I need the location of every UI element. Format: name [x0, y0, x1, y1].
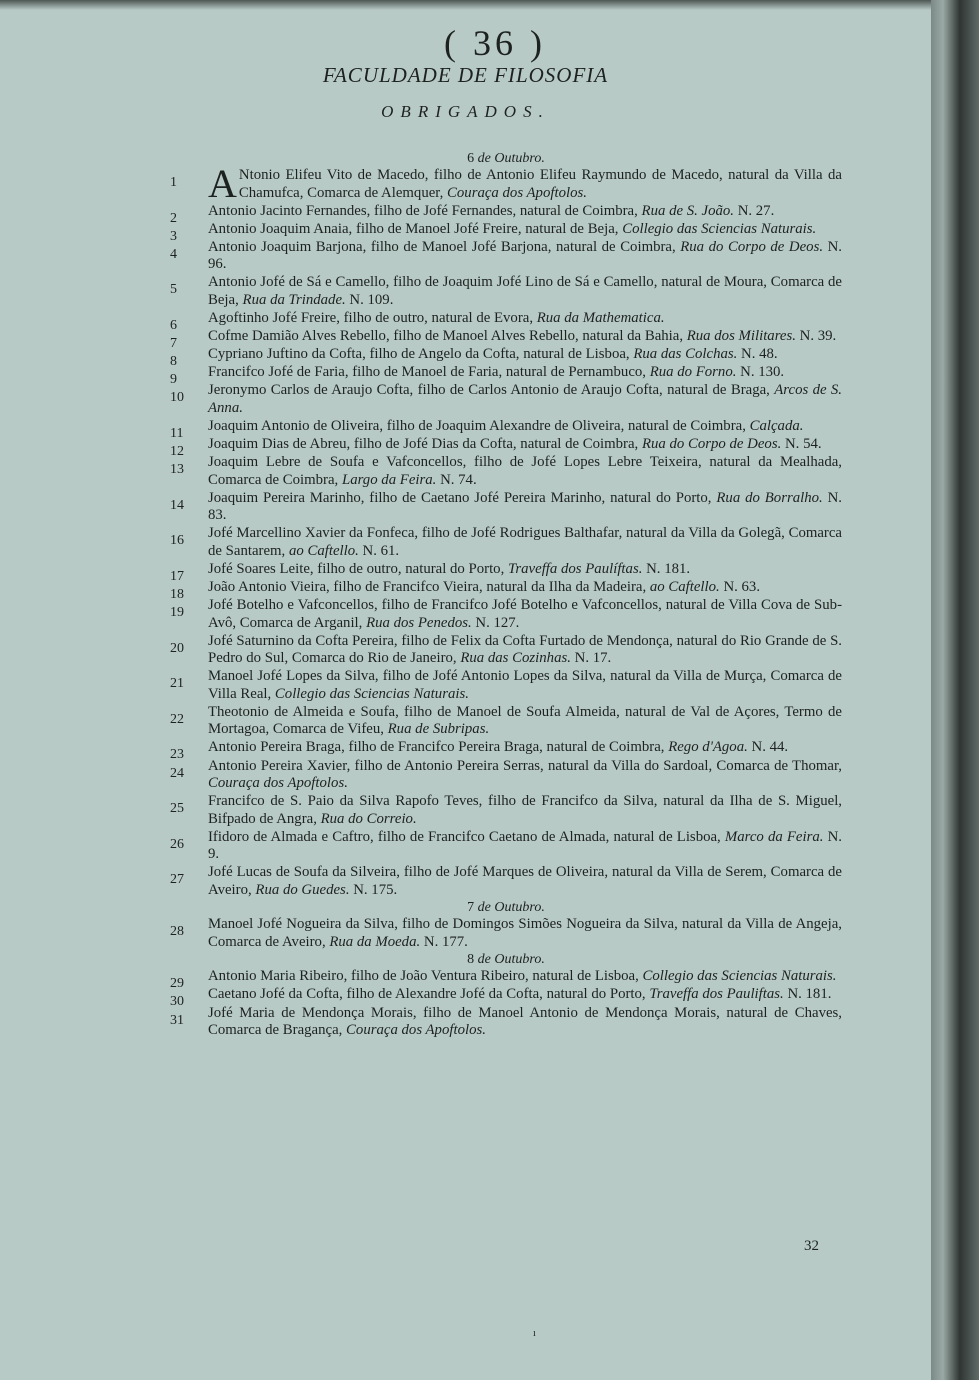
entry-house-number: N. 44.	[751, 739, 789, 756]
entry-address: Arcos de S. Anna.	[208, 382, 842, 416]
entry-address: Couraça dos Apoftolos.	[447, 184, 587, 201]
entry-address: Rua do Correio.	[320, 810, 417, 827]
entry-address: Traveffa dos Paulíftas.	[507, 560, 643, 577]
entry-text: Joaquim Antonio de Oliveira, filho de Joaquim Alexandre de Oliveira, natural de Coimbra,	[208, 417, 746, 434]
entry-house-number: N. 39.	[799, 328, 837, 345]
entry-address: Rua das Colchas.	[633, 346, 738, 363]
list-item	[170, 161, 842, 206]
entry-house-number: N. 127.	[475, 614, 520, 631]
entry-house-number: N. 48.	[741, 346, 778, 363]
book-spine	[931, 0, 979, 1380]
entry-text: Jofé Maria de Mendonça Morais, filho de Manoel Antonio de Mendonça Morais, natural de Chaves, Comarca de Bragança,	[208, 1004, 842, 1039]
signature-mark: ı	[533, 1328, 536, 1339]
entry-number: 26	[170, 836, 184, 852]
list-item	[170, 986, 842, 1010]
list-item	[170, 309, 842, 333]
catchword: 32	[804, 1238, 819, 1254]
entry-text: Manoel Jofé Nogueira da Silva, filho de Domingos Simões Nogueira da Silva, natural da Villa de Angeja, Comarca de Aveiro,	[208, 916, 842, 950]
entry-house-number: N. 17.	[574, 650, 612, 667]
entry-text: Antonio Joaquim Barjona, filho de Manoel Jofé Barjona, natural de Coimbra,	[208, 238, 676, 255]
entry-number: 24	[170, 765, 184, 781]
list-item	[170, 239, 842, 274]
entry-text: Jofé Lucas de Soufa da Silveira, filho de Jofé Marques de Oliveira, natural da Villa de Serem, Comarca de Aveiro,	[208, 864, 842, 898]
entry-house-number: N. 54.	[784, 436, 822, 453]
entry-address: Collegio das Sciencias Naturais.	[622, 220, 817, 237]
entry-text: Jofé Saturnino da Cofta Pereira, filho de Felix da Cofta Furtado de Mendonça, natural do Rio Grande de S. Pedro do Sul, Comarca do Rio de Janeiro,	[208, 632, 842, 667]
entry-address: Rego d'Agoa.	[668, 739, 748, 756]
entry-house-number: N. 61.	[362, 542, 400, 559]
entry-house-number: N. 181.	[646, 560, 691, 577]
entry-text: Cypriano Juftino da Cofta, filho de Angelo da Cofta, natural de Lisboa,	[208, 346, 630, 363]
date-day: 7	[467, 900, 475, 916]
entry-address: Collegio das Sciencias Naturais.	[274, 685, 469, 702]
entry-address: Couraça dos Apoftolos.	[346, 1022, 486, 1039]
faculty-heading: FACULDADE DE FILOSOFIA	[322, 63, 609, 87]
entry-text: Jofé Botelho e Vafconcellos, filho de Francifco Jofé Botelho e Vafconcellos, natural de Villa Cova de Sub-Avô, Comarca de Arganil,	[208, 597, 842, 631]
entry-address: Rua da Trindade.	[242, 291, 346, 308]
entry-text: Jeronymo Carlos de Araujo Cofta, filho de Carlos Antonio de Araujo Cofta, natural de Braga,	[208, 382, 770, 399]
entry-text: Antonio Joaquim Anaia, filho de Manoel Jofé Freire, natural de Beja,	[208, 220, 619, 237]
entry-text: Joaquim Lebre de Soufa e Vafconcellos, filho de Jofé Lopes Lebre Teixeira, natural da Mealhada, Comarca de Coimbra,	[208, 454, 842, 488]
entry-text: Francifco de S. Paio da Silva Rapofo Teves, filho de Francifco da Silva, natural da Ilha de S. Miguel, Bifpado de Angra,	[208, 793, 842, 827]
entry-text: Ntonio Elifeu Vito de Macedo, filho de Antonio Elifeu Raymundo de Macedo, natural da Villa da Chamufca, Comarca de Alemquer,	[238, 167, 842, 201]
entry-number: 8	[170, 354, 177, 370]
entry-number: 16	[170, 533, 184, 549]
entry-text: Joaquim Pereira Marinho, filho de Caetano Jofé Pereira Marinho, natural do Porto,	[208, 489, 712, 506]
drop-capital: A	[208, 161, 237, 206]
entry-address: Rua do Corpo de Deos.	[680, 238, 824, 255]
entry-address: ao Caftello.	[649, 579, 720, 595]
list-item	[170, 668, 842, 703]
entry-house-number: N. 63.	[723, 579, 761, 595]
entry-number: 14	[170, 497, 184, 513]
entry-number: 4	[170, 246, 177, 262]
entry-address: Rua do Guedes.	[255, 881, 350, 898]
entry-text: Francifco Jofé de Faria, filho de Manoel de Faria, natural de Pernambuco,	[208, 364, 646, 381]
date-day: 6	[467, 151, 475, 166]
entry-text: Antonio Pereira Xavier, filho de Antonio Pereira Serras, natural da Villa do Sardoal, Comarca de Thomar,	[208, 757, 842, 774]
entry-address: Rua da Moeda.	[329, 933, 421, 950]
student-list	[170, 150, 842, 1040]
list-item	[170, 417, 842, 441]
page-top-edge	[0, 0, 931, 10]
list-item	[170, 274, 842, 309]
entry-number: 23	[170, 747, 184, 763]
entry-house-number: N. 9.	[208, 828, 842, 863]
entry-address: Rua do Corpo de Deos.	[641, 436, 782, 453]
list-item	[170, 328, 842, 352]
list-item	[170, 597, 842, 632]
date-heading	[170, 899, 842, 916]
entry-address: Collegio das Sciencias Naturais.	[642, 968, 837, 985]
entry-house-number: N. 177.	[423, 933, 468, 950]
entry-address: Largo da Feira.	[341, 471, 437, 488]
entry-address: Marco da Feira.	[724, 828, 824, 845]
list-item	[170, 560, 842, 584]
entry-number: 2	[170, 210, 177, 226]
entry-address: Rua da Mathematica.	[536, 309, 665, 326]
list-item	[170, 739, 842, 763]
entry-number: 19	[170, 605, 184, 621]
entry-address: Rua de S. João.	[641, 202, 734, 219]
entry-number: 31	[170, 1012, 184, 1028]
entry-number: 28	[170, 924, 184, 940]
entry-address: Rua de Subripas.	[387, 721, 490, 738]
entry-text: Agoftinho Jofé Freire, filho de outro, natural de Evora,	[208, 309, 534, 326]
date-month: de Outubro.	[477, 151, 545, 166]
date-month: de Outubro.	[477, 900, 545, 916]
list-item	[170, 1005, 842, 1040]
entry-text: Jofé Marcellino Xavier da Fonfeca, filho de Jofé Rodrigues Balthafar, natural da Villa da Golegã, Comarca de Santarem,	[208, 525, 842, 559]
entry-house-number: N. 109.	[349, 291, 394, 308]
entry-house-number: N. 181.	[787, 986, 832, 1003]
entry-house-number: N. 74.	[440, 471, 477, 488]
entry-text: Theotonio de Almeida e Soufa, filho de Manoel de Soufa Almeida, natural de Val de Açores, Termo de Mortagoa, Comarca de Vifeu,	[208, 703, 842, 738]
entry-number: 29	[170, 976, 184, 992]
entry-text: Manoel Jofé Lopes da Silva, filho de Jofé Antonio Lopes da Silva, natural da Villa de Murça, Comarca de Villa Real,	[208, 668, 842, 702]
entry-house-number: N. 130.	[740, 364, 785, 381]
date-heading	[170, 951, 842, 968]
entry-number: 13	[170, 462, 184, 478]
list-item	[170, 202, 842, 226]
entry-text: Antonio Pereira Braga, filho de Francifco Pereira Braga, natural de Coimbra,	[208, 739, 665, 756]
entry-number: 27	[170, 872, 184, 888]
entry-number: 7	[170, 336, 177, 352]
list-item	[170, 968, 842, 992]
entry-address: Traveffa dos Pauliftas.	[649, 986, 784, 1003]
list-item	[170, 758, 842, 793]
entry-address: Rua dos Penedos.	[366, 614, 472, 631]
entry-address: Couraça dos Apoftolos.	[208, 775, 348, 792]
entry-number: 11	[170, 425, 184, 441]
entry-text: João Antonio Vieira, filho de Francifco Vieira, natural da Ilha da Madeira,	[208, 579, 647, 595]
entry-house-number: N. 175.	[353, 881, 398, 898]
entry-text: Joaquim Dias de Abreu, filho de Jofé Dias da Cofta, natural de Coimbra,	[208, 436, 639, 453]
entry-number: 6	[170, 317, 177, 333]
entry-number: 17	[170, 568, 184, 584]
entry-number: 22	[170, 711, 184, 727]
entry-text: Jofé Soares Leite, filho de outro, natural do Porto,	[208, 560, 505, 577]
entry-address: Rua do Forno.	[649, 364, 737, 381]
list-item	[170, 220, 842, 244]
entry-number: 12	[170, 444, 184, 460]
entry-address: ao Caftello.	[288, 542, 359, 559]
list-item	[170, 525, 842, 560]
entry-address: Rua do Borralho.	[716, 489, 823, 506]
entry-address: Calçada.	[749, 417, 804, 434]
list-item	[170, 864, 842, 899]
entry-number: 10	[170, 390, 184, 406]
entry-text: Antonio Maria Ribeiro, filho de João Ventura Ribeiro, natural de Lisboa,	[208, 968, 639, 985]
list-item	[170, 916, 842, 951]
page-number: ( 36 )	[444, 23, 546, 63]
entry-text: Caetano Jofé da Cofta, filho de Alexandre Jofé da Cofta, natural do Porto,	[208, 986, 646, 1003]
list-item	[170, 364, 842, 388]
entry-number: 5	[170, 282, 177, 298]
entry-number: 18	[170, 587, 184, 602]
section-heading: OBRIGADOS.	[381, 102, 550, 121]
entry-number: 25	[170, 801, 184, 817]
entry-number: 1	[170, 175, 177, 190]
date-heading	[170, 150, 842, 167]
entry-number: 9	[170, 372, 177, 388]
entry-text: Antonio Jofé de Sá e Camello, filho de Joaquim Jofé Lino de Sá e Camello, natural de Moura, Comarca de Beja,	[208, 274, 842, 308]
entry-address: Rua dos Militares.	[686, 328, 796, 345]
list-item	[170, 436, 842, 460]
entry-number: 3	[170, 228, 177, 244]
list-item	[170, 346, 842, 370]
entry-number: 21	[170, 676, 184, 692]
entry-number: 30	[170, 994, 184, 1010]
entry-house-number: N. 83.	[208, 489, 842, 524]
date-day: 8	[467, 952, 475, 968]
date-month: de Outubro.	[477, 952, 545, 968]
entry-text: Ifidoro de Almada e Caftro, filho de Francifco Caetano de Almada, natural de Lisboa,	[208, 828, 721, 845]
list-item	[170, 579, 842, 602]
list-item	[170, 490, 842, 525]
entry-house-number: N. 96.	[208, 238, 843, 273]
entry-number: 20	[170, 640, 184, 656]
entry-text: Antonio Jacinto Fernandes, filho de Jofé Fernandes, natural de Coimbra,	[208, 202, 638, 219]
list-item	[170, 454, 842, 489]
list-item	[170, 829, 842, 864]
entry-text: Cofme Damião Alves Rebello, filho de Manoel Alves Rebello, natural da Bahia,	[208, 328, 684, 345]
entry-address: Rua das Cozinhas.	[460, 650, 571, 667]
list-item	[170, 633, 842, 668]
list-item	[170, 793, 842, 828]
list-item	[170, 704, 842, 739]
list-item	[170, 382, 842, 417]
entry-house-number: N. 27.	[737, 202, 775, 219]
